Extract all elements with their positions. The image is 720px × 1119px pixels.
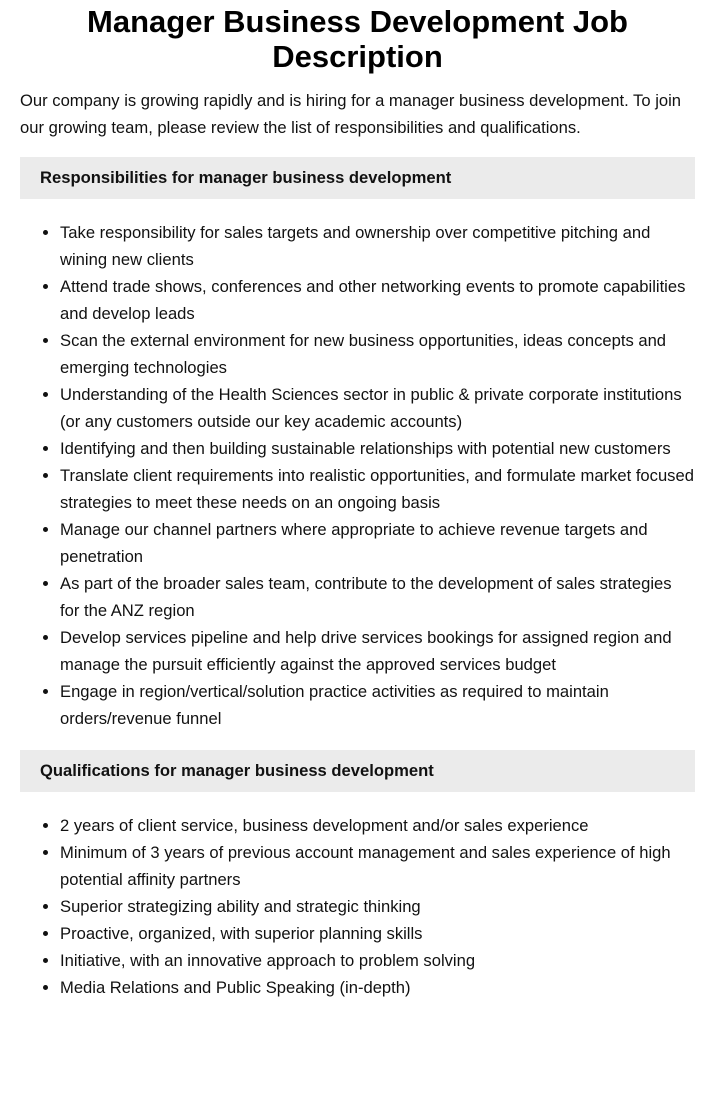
list-item: • Superior strategizing ability and strategic thinking <box>60 893 695 920</box>
list-item: • As part of the broader sales team, contribute to the development of sales strategies for the ANZ region <box>60 570 695 624</box>
responsibilities-heading: Responsibilities for manager business development <box>20 157 695 199</box>
list-item: • Scan the external environment for new business opportunities, ideas concepts and emerging technologies <box>60 327 695 381</box>
list-item: • 2 years of client service, business development and/or sales experience <box>60 812 695 839</box>
list-item: • Understanding of the Health Sciences sector in public & private corporate institutions (or any customers outside our key academic accounts) <box>60 381 695 435</box>
page-title: Manager Business Development Job Description <box>87 4 628 74</box>
list-item: • Identifying and then building sustainable relationships with potential new customers <box>60 435 695 462</box>
list-item: • Initiative, with an innovative approach to problem solving <box>60 947 695 974</box>
list-item: • Engage in region/vertical/solution practice activities as required to maintain orders/revenue funnel <box>60 678 695 732</box>
qualifications-heading: Qualifications for manager business development <box>20 750 695 792</box>
list-item: • Take responsibility for sales targets and ownership over competitive pitching and wining new clients <box>60 219 695 273</box>
intro-paragraph: Our company is growing rapidly and is hiring for a manager business development. To join our growing team, please review the list of responsibilities and qualifications. <box>20 91 682 137</box>
list-item: • Develop services pipeline and help drive services bookings for assigned region and manage the pursuit efficiently against the approved services budget <box>60 624 695 678</box>
list-item: • Attend trade shows, conferences and other networking events to promote capabilities and develop leads <box>60 273 695 327</box>
list-item: • Translate client requirements into realistic opportunities, and formulate market focused strategies to meet these needs on an ongoing basis <box>60 462 695 516</box>
responsibilities-list <box>20 219 695 732</box>
list-item: • Minimum of 3 years of previous account management and sales experience of high potential affinity partners <box>60 839 695 893</box>
list-item: • Manage our channel partners where appropriate to achieve revenue targets and penetration <box>60 516 695 570</box>
qualifications-list <box>20 812 695 1001</box>
list-item: • Media Relations and Public Speaking (in-depth) <box>60 974 695 1001</box>
list-item: • Proactive, organized, with superior planning skills <box>60 920 695 947</box>
